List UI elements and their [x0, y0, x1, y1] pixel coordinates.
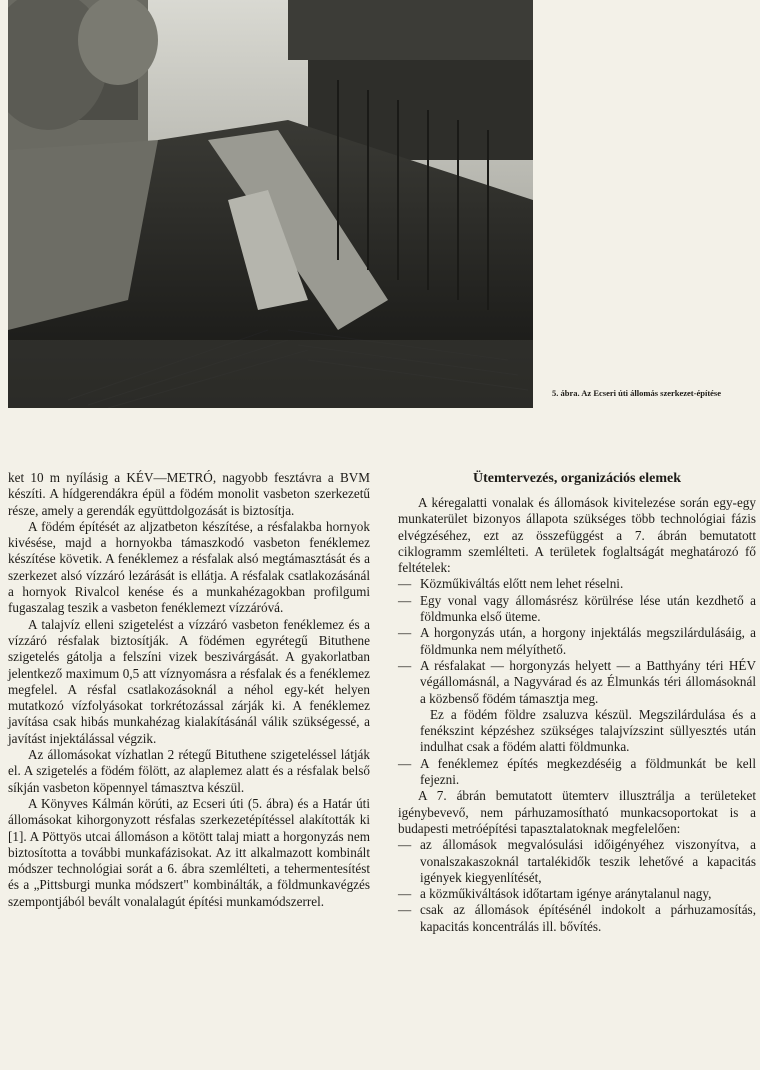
dash-marker: — [398, 902, 412, 918]
paragraph: A talajvíz elleni szigetelést a vízzáró vasbeton fenéklemez és a vízzáró résfalak biztosítják. A födémen egyrétegű Bituthene szigetelés gátolja a felszíni vizek beszivárgását. A gyakorlatban jelentkező maximum 0,5 att víznyomásra a résfalak és a fenéklemez megfelel. A résfal csatlakozásoknál a néhol egy-két helyen mutatkozó vízfolyásokat torkrétozással zárják ki. A fenéklemez javítása csak hibás munkahézag kialakításánál válik szükségessé, a javítást injektálással végzik. [8, 616, 370, 746]
dash-marker: — [398, 592, 412, 608]
station-construction-image [8, 0, 533, 408]
list-item-text: A fenéklemez építés megkezdéséig a földmunkát be kell fejezni. [420, 755, 756, 788]
list-item [398, 658, 756, 707]
dash-marker: — [398, 755, 412, 771]
paragraph: Az állomásokat vízhatlan 2 rétegű Bituthene szigeteléssel látják el. A szigetelés a födém fölött, az alaplemez alatt és a résfalak belső síkján vasbeton köpennyel támasztva készül. [8, 747, 370, 795]
caption-number: 5. ábra. [552, 388, 580, 398]
list-item-text: Közműkiváltás előtt nem lehet réselni. [420, 576, 624, 592]
right-column [398, 470, 756, 935]
list-item [398, 837, 756, 886]
sub-paragraph: Ez a födém földre zsaluzva készül. Megszilárdulása és a fenékszint képzéshez szükséges talajvízszint süllyesztés után indulhat csak a födém alatti földmunka. [420, 706, 756, 755]
list-item [398, 593, 756, 626]
list-item-text: a közműkiváltások időtartam igénye aránytalanul nagy, [420, 886, 712, 902]
dash-marker: — [398, 837, 412, 853]
dash-marker: — [398, 657, 412, 673]
list-item-text: A horgonyzás után, a horgony injektálás megszilárdulásáig, a földmunka nem mélyíthető. [420, 625, 756, 657]
figure-caption [552, 388, 752, 398]
paragraph: A kéregalatti vonalak és állomások kivitelezése során egy-egy munkaterület bizonyos állapota szükséges több technológiai fázis elvégzéséhez, ezt az összefüggést a 7. ábrán bemutatott ciklogramm szemlélteti. A területek foglaltságát meghatározó fő feltételek: [398, 495, 756, 576]
list-item [398, 625, 756, 658]
list-item [398, 902, 756, 935]
dash-marker: — [398, 576, 412, 592]
paragraph: A 7. ábrán bemutatott ütemterv illusztrálja a területeket igénybevevő, nem párhuzamosítható munkacsoportokat is a budapesti metróépítési tapasztalatoknak megfelelően: [398, 788, 756, 836]
section-heading: Ütemtervezés, organizációs elemek [473, 471, 681, 486]
paragraph: A Könyves Kálmán körúti, az Ecseri úti (5. ábra) és a Határ úti állomásokat kihorgonyzott résfalas szerkezetépítéssel alakították ki [1]. A Pöttyös utcai állomáson a kötött talaj miatt a horgonyzás nem biztosította a további munkafázisokat. Az itt alkalmazott kombinált módszer technológiai sorát a 6. ábra szemlélteti, a tehermentesítést és a „Pittsburgi munka módszert" kombinálták, a földmunkavégzés szempontjából bevált vonalalagút építési munkamódszerrel. [8, 795, 370, 909]
list-item [398, 886, 756, 902]
list-item-text: Egy vonal vagy állomásrész körülrése lése után kezdhető a földmunka első üteme. [420, 592, 756, 625]
list-item-text: az állomások megvalósulási időigényéhez viszonyítva, a vonalszakaszoknál tartalékidők teszik lehetővé a kapacitás igények kiegyenlítését, [420, 837, 756, 885]
dash-marker: — [398, 625, 412, 641]
paragraph: A födém építését az aljzatbeton készítése, a résfalakba hornyok kivésése, majd a hornyokba támaszkodó vasbeton fenéklemez készítése követik. A fenéklemez a résfalak alsó megtámasztását és a szerkezet alsó vízzáró lezárását is ellátja. A résfalak csatlakozásánál a hornyok Rivalcol kenése és a munkahézagokban profilgumi fugaszalag teszik a vasbeton fenéklemezt vízzáróvá. [8, 518, 370, 616]
left-column [8, 470, 370, 910]
paragraph: ket 10 m nyílásig a KÉV—METRÓ, nagyobb fesztávra a BVM készíti. A hídgerendákra épül a födém monolit vasbeton szerkezetű része, amely a gerendák együttdolgozását is biztosítja. [8, 470, 370, 518]
list-item [398, 756, 756, 789]
construction-photo [8, 0, 533, 408]
list-item-text: csak az állomások építésénél indokolt a párhuzamosítás, kapacitás koncentrálás ill. bővítés. [420, 902, 756, 934]
list-item [398, 576, 756, 592]
dash-marker: — [398, 886, 412, 902]
caption-text: Az Ecseri úti állomás szerkezet-építése [581, 388, 722, 398]
list-item-text: A résfalakat — horgonyzás helyett — a Batthyány téri HÉV végállomásnál, a Nagyvárad és az Élmunkás téri állomásoknál a közbenső födém támasztja meg. [420, 657, 756, 706]
